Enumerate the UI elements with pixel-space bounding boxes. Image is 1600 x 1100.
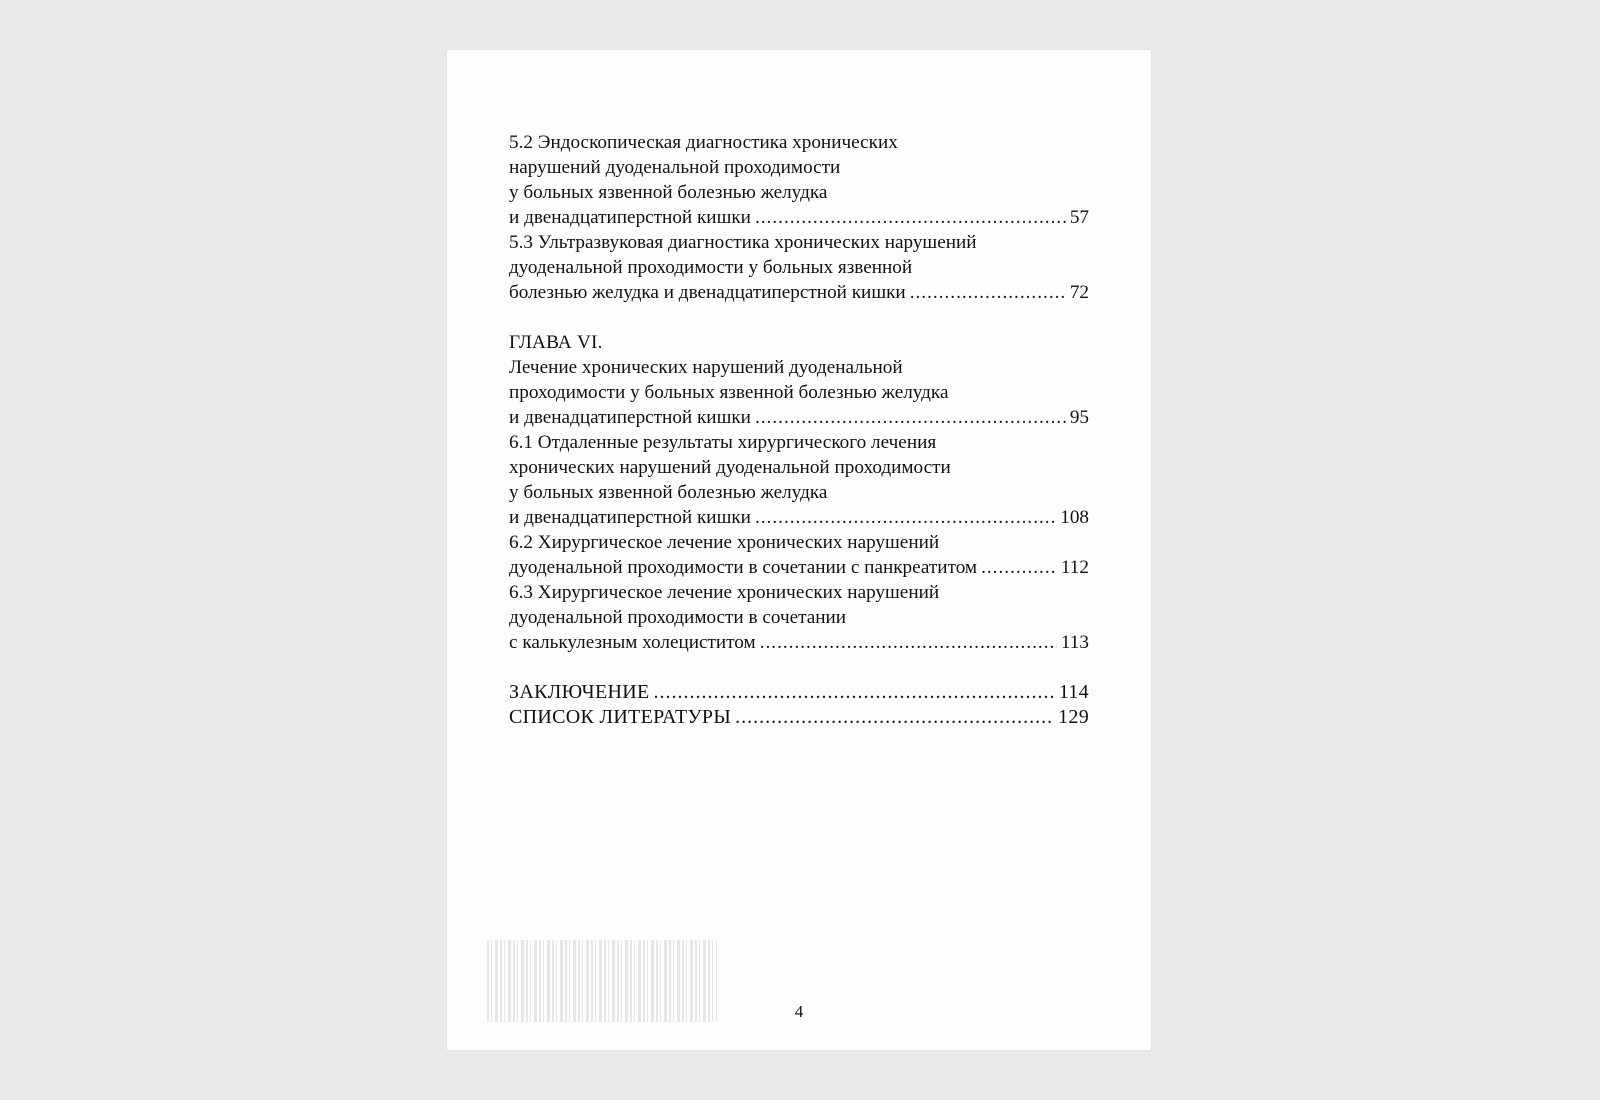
toc-line: хронических нарушений дуоденальной проходимости <box>509 457 951 478</box>
toc-page-number: 95 <box>1069 407 1089 428</box>
toc-line: и двенадцатиперстной кишки <box>509 407 751 428</box>
book-page <box>447 50 1151 1050</box>
toc-line: у больных язвенной болезнью желудка <box>509 182 828 203</box>
toc-entry-conclusion <box>509 680 1089 705</box>
toc-entry-6-2 <box>509 530 1089 580</box>
toc-line: дуоденальной проходимости у больных язвенной <box>509 257 913 278</box>
toc-page-number: 129 <box>1058 706 1089 728</box>
spacer <box>509 655 1089 680</box>
toc-entry-references <box>509 705 1089 730</box>
toc-entry-chapter-6 <box>509 330 1089 430</box>
dot-leader <box>755 505 1056 530</box>
toc-line: ЗАКЛЮЧЕНИЕ <box>509 681 650 703</box>
toc-entry-5-3 <box>509 230 1089 305</box>
toc-page-number: 108 <box>1060 507 1089 528</box>
toc-page-number: 113 <box>1060 632 1089 653</box>
toc-line: 6.2 Хирургическое лечение хронических нарушений <box>509 532 940 553</box>
dot-leader <box>755 205 1066 230</box>
toc-page-number: 72 <box>1069 282 1089 303</box>
toc-line: и двенадцатиперстной кишки <box>509 507 751 528</box>
toc-line: нарушений дуоденальной проходимости <box>509 157 841 178</box>
toc-entry-5-2 <box>509 130 1089 230</box>
table-of-contents <box>509 130 1089 730</box>
toc-page-number: 57 <box>1069 207 1089 228</box>
dot-leader <box>981 555 1057 580</box>
toc-line: 6.1 Отдаленные результаты хирургического лечения <box>509 432 937 453</box>
toc-line: Лечение хронических нарушений дуоденальной <box>509 357 903 378</box>
toc-line: у больных язвенной болезнью желудка <box>509 482 828 503</box>
toc-line: дуоденальной проходимости в сочетании <box>509 607 847 628</box>
dot-leader <box>755 405 1066 430</box>
toc-line: дуоденальной проходимости в сочетании с панкреатитом <box>509 557 978 578</box>
dot-leader <box>910 280 1066 305</box>
toc-line: 6.3 Хирургическое лечение хронических нарушений <box>509 582 940 603</box>
toc-entry-6-1 <box>509 430 1089 530</box>
toc-line: 5.2 Эндоскопическая диагностика хронических <box>509 132 898 153</box>
toc-line: с калькулезным холециститом <box>509 632 756 653</box>
toc-page-number: 114 <box>1058 681 1089 703</box>
chapter-heading: ГЛАВА VI. <box>509 332 603 353</box>
dot-leader <box>760 630 1057 655</box>
spacer <box>509 305 1089 330</box>
toc-line: СПИСОК ЛИТЕРАТУРЫ <box>509 706 732 728</box>
toc-line: 5.3 Ультразвуковая диагностика хронических нарушений <box>509 232 977 253</box>
toc-page-number: 112 <box>1060 557 1089 578</box>
toc-line: проходимости у больных язвенной болезнью желудка <box>509 382 949 403</box>
toc-entry-6-3 <box>509 580 1089 655</box>
dot-leader <box>653 680 1054 705</box>
page-number: 4 <box>794 1002 804 1021</box>
toc-line: болезнью желудка и двенадцатиперстной кишки <box>509 282 906 303</box>
toc-line: и двенадцатиперстной кишки <box>509 207 751 228</box>
dot-leader <box>735 705 1054 730</box>
